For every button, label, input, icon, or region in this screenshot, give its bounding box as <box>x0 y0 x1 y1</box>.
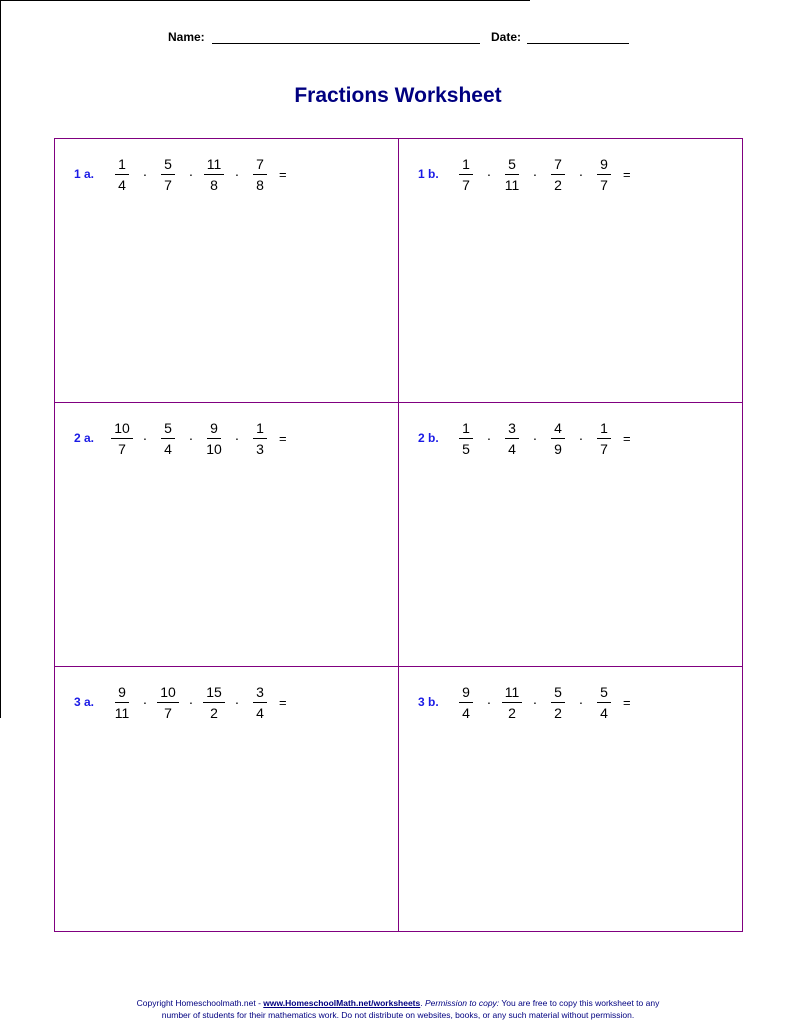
numerator: 15 <box>203 684 225 703</box>
fraction <box>111 684 133 721</box>
multiply-operator: · <box>532 694 538 710</box>
problem-cell-3a <box>55 667 399 931</box>
problem-expression <box>74 418 287 458</box>
problem-cell-2a <box>55 403 399 667</box>
equals-sign: = <box>279 694 287 710</box>
fraction <box>111 420 133 457</box>
fraction <box>501 156 523 193</box>
problem-cell-1a <box>55 139 399 403</box>
denominator: 2 <box>508 704 516 721</box>
footer-permission-text: You are free to copy this worksheet to any <box>499 998 660 1008</box>
numerator: 1 <box>253 420 267 439</box>
fraction <box>157 420 179 457</box>
problem-cell-1b <box>399 139 742 403</box>
name-label: Name: <box>168 30 205 44</box>
denominator: 8 <box>210 176 218 193</box>
fraction <box>249 156 271 193</box>
numerator: 1 <box>115 156 129 175</box>
multiply-operator: · <box>486 166 492 182</box>
equals-sign: = <box>623 694 631 710</box>
fraction <box>249 420 271 457</box>
fraction <box>249 684 271 721</box>
numerator: 1 <box>459 420 473 439</box>
denominator: 4 <box>600 704 608 721</box>
problem-expression <box>74 682 287 722</box>
numerator: 9 <box>459 684 473 703</box>
fraction <box>157 684 179 721</box>
problem-expression <box>418 418 631 458</box>
denominator: 7 <box>164 176 172 193</box>
numerator: 5 <box>597 684 611 703</box>
fraction <box>203 684 225 721</box>
numerator: 3 <box>253 684 267 703</box>
problem-cell-2b <box>399 403 742 667</box>
page-edge-top <box>0 0 530 1</box>
denominator: 4 <box>118 176 126 193</box>
multiply-operator: · <box>532 430 538 446</box>
multiply-operator: · <box>578 166 584 182</box>
numerator: 4 <box>551 420 565 439</box>
numerator: 10 <box>111 420 133 439</box>
multiply-operator: · <box>578 430 584 446</box>
multiply-operator: · <box>486 430 492 446</box>
fraction <box>203 420 225 457</box>
footer-link[interactable]: www.HomeschoolMath.net/worksheets <box>263 998 421 1008</box>
numerator: 5 <box>161 156 175 175</box>
multiply-operator: · <box>578 694 584 710</box>
denominator: 7 <box>118 440 126 457</box>
page-title: Fractions Worksheet <box>294 84 502 107</box>
multiply-operator: · <box>188 166 194 182</box>
footer-line-1 <box>0 997 796 1009</box>
problem-number: 3 b. <box>418 695 439 709</box>
footer-copyright: Copyright Homeschoolmath.net - <box>136 998 264 1008</box>
numerator: 3 <box>505 420 519 439</box>
denominator: 7 <box>164 704 172 721</box>
fraction <box>501 420 523 457</box>
denominator: 3 <box>256 440 264 457</box>
denominator: 2 <box>554 176 562 193</box>
denominator: 7 <box>600 440 608 457</box>
fraction <box>111 156 133 193</box>
equals-sign: = <box>623 430 631 446</box>
problem-number: 3 a. <box>74 695 95 709</box>
name-field-line[interactable] <box>212 43 480 44</box>
equals-sign: = <box>623 166 631 182</box>
denominator: 5 <box>462 440 470 457</box>
problem-expression <box>418 154 631 194</box>
denominator: 2 <box>554 704 562 721</box>
problem-expression <box>74 154 287 194</box>
numerator: 5 <box>161 420 175 439</box>
denominator: 2 <box>210 704 218 721</box>
footer-permission-label: Permission to copy: <box>424 998 500 1008</box>
denominator: 11 <box>114 704 130 721</box>
numerator: 7 <box>253 156 267 175</box>
multiply-operator: · <box>188 430 194 446</box>
date-field-line[interactable] <box>527 43 629 44</box>
problem-number: 1 b. <box>418 167 439 181</box>
footer <box>0 997 796 1021</box>
fraction <box>593 684 615 721</box>
problem-number: 1 a. <box>74 167 95 181</box>
footer-line-2: number of students for their mathematics work. Do not distribute on websites, books, or any such material without permission. <box>161 1010 635 1020</box>
problem-number: 2 b. <box>418 431 439 445</box>
numerator: 1 <box>597 420 611 439</box>
numerator: 9 <box>207 420 221 439</box>
multiply-operator: · <box>142 166 148 182</box>
numerator: 5 <box>551 684 565 703</box>
multiply-operator: · <box>532 166 538 182</box>
numerator: 1 <box>459 156 473 175</box>
header-row <box>0 30 796 46</box>
footer-separator: . <box>420 998 425 1008</box>
problem-grid <box>54 138 743 932</box>
fraction <box>455 684 477 721</box>
fraction <box>455 420 477 457</box>
numerator: 11 <box>502 684 523 703</box>
denominator: 8 <box>256 176 264 193</box>
denominator: 7 <box>462 176 470 193</box>
numerator: 9 <box>597 156 611 175</box>
problem-cell-3b <box>399 667 742 931</box>
multiply-operator: · <box>142 694 148 710</box>
denominator: 4 <box>256 704 264 721</box>
fraction <box>547 420 569 457</box>
multiply-operator: · <box>234 166 240 182</box>
numerator: 5 <box>505 156 519 175</box>
problem-expression <box>418 682 631 722</box>
multiply-operator: · <box>188 694 194 710</box>
numerator: 11 <box>204 156 225 175</box>
equals-sign: = <box>279 430 287 446</box>
multiply-operator: · <box>142 430 148 446</box>
fraction <box>593 156 615 193</box>
date-label: Date: <box>491 30 522 44</box>
denominator: 11 <box>504 176 520 193</box>
denominator: 4 <box>508 440 516 457</box>
denominator: 7 <box>600 176 608 193</box>
denominator: 4 <box>164 440 172 457</box>
equals-sign: = <box>279 166 287 182</box>
denominator: 9 <box>554 440 562 457</box>
multiply-operator: · <box>234 430 240 446</box>
fraction <box>157 156 179 193</box>
numerator: 9 <box>115 684 129 703</box>
fraction <box>547 684 569 721</box>
multiply-operator: · <box>234 694 240 710</box>
fraction <box>501 684 523 721</box>
problem-number: 2 a. <box>74 431 95 445</box>
denominator: 10 <box>206 440 222 457</box>
numerator: 10 <box>157 684 179 703</box>
numerator: 7 <box>551 156 565 175</box>
denominator: 4 <box>462 704 470 721</box>
fraction <box>455 156 477 193</box>
fraction <box>593 420 615 457</box>
fraction <box>203 156 225 193</box>
multiply-operator: · <box>486 694 492 710</box>
fraction <box>547 156 569 193</box>
